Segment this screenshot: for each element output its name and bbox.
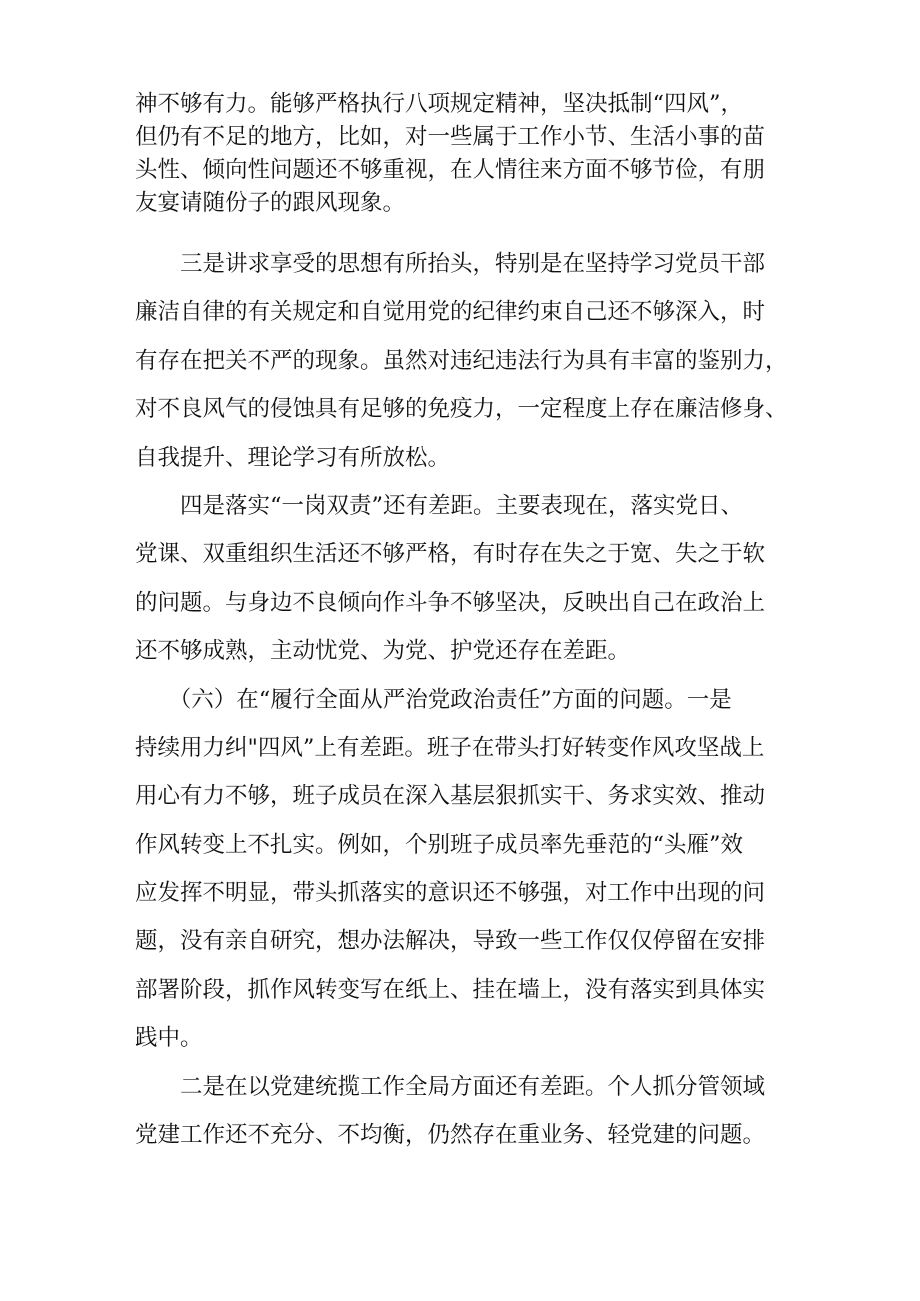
paragraph-2 bbox=[135, 240, 795, 482]
text-line: 还不够成熟，主动忧党、为党、护党还存在差距。 bbox=[135, 638, 631, 665]
text-line: 应发挥不明显，带头抓落实的意识还不够强，对工作中出现的问 bbox=[135, 880, 766, 907]
text-line: 用心有力不够，班子成员在深入基层狠抓实干、务求实效、推动 bbox=[135, 783, 766, 810]
text-line: 对不良风气的侵蚀具有足够的免疫力，一定程度上存在廉洁修身、 bbox=[135, 396, 788, 423]
paragraph-5 bbox=[135, 1063, 795, 1160]
text-line: 部署阶段，抓作风转变写在纸上、挂在墙上，没有落实到具体实 bbox=[135, 976, 766, 1003]
text-line: 四是落实“一岗双责”还有差距。主要表现在，落实党日、 bbox=[135, 492, 744, 519]
paragraph-1 bbox=[135, 88, 795, 220]
text-line: 践中。 bbox=[135, 1025, 203, 1052]
text-line: 但仍有不足的地方，比如，对一些属于工作小节、生活小事的苗 bbox=[135, 124, 766, 150]
text-line: 自我提升、理论学习有所放松。 bbox=[135, 444, 451, 471]
text-line: （六）在“履行全面从严治党政治责任”方面的问题。一是 bbox=[135, 686, 732, 713]
text-line: 党课、双重组织生活还不够严格，有时存在失之于宽、失之于软 bbox=[135, 541, 766, 568]
text-line: 廉洁自律的有关规定和自觉用党的纪律约束自己还不够深入，时 bbox=[135, 299, 766, 326]
text-line: 党建工作还不充分、不均衡，仍然存在重业务、轻党建的问题。 bbox=[135, 1122, 766, 1149]
text-line: 题，没有亲自研究，想办法解决，导致一些工作仅仅停留在安排 bbox=[135, 928, 766, 955]
text-line: 作风转变上不扎实。例如，个别班子成员率先垂范的“头雁”效 bbox=[135, 831, 744, 858]
text-line: 头性、倾向性问题还不够重视，在人情往来方面不够节俭，有朋 bbox=[135, 157, 766, 183]
document-body bbox=[135, 88, 795, 1159]
paragraph-3 bbox=[135, 482, 795, 676]
text-line: 持续用力纠"四风”上有差距。班子在带头打好转变作风攻坚战上 bbox=[135, 734, 765, 761]
text-line: 三是讲求享受的思想有所抬头，特别是在坚持学习党员干部 bbox=[135, 251, 766, 277]
text-line: 二是在以党建统揽工作全局方面还有差距。个人抓分管领域 bbox=[135, 1073, 766, 1100]
text-line: 友宴请随份子的跟风现象。 bbox=[135, 190, 406, 216]
text-line: 神不够有力。能够严格执行八项规定精神，坚决抵制“四风”， bbox=[135, 91, 744, 117]
text-line: 有存在把关不严的现象。虽然对违纪违法行为具有丰富的鉴别力， bbox=[135, 347, 788, 374]
paragraph-4 bbox=[135, 676, 795, 1063]
text-line: 的问题。与身边不良倾向作斗争不够坚决，反映出自己在政治上 bbox=[135, 589, 766, 616]
